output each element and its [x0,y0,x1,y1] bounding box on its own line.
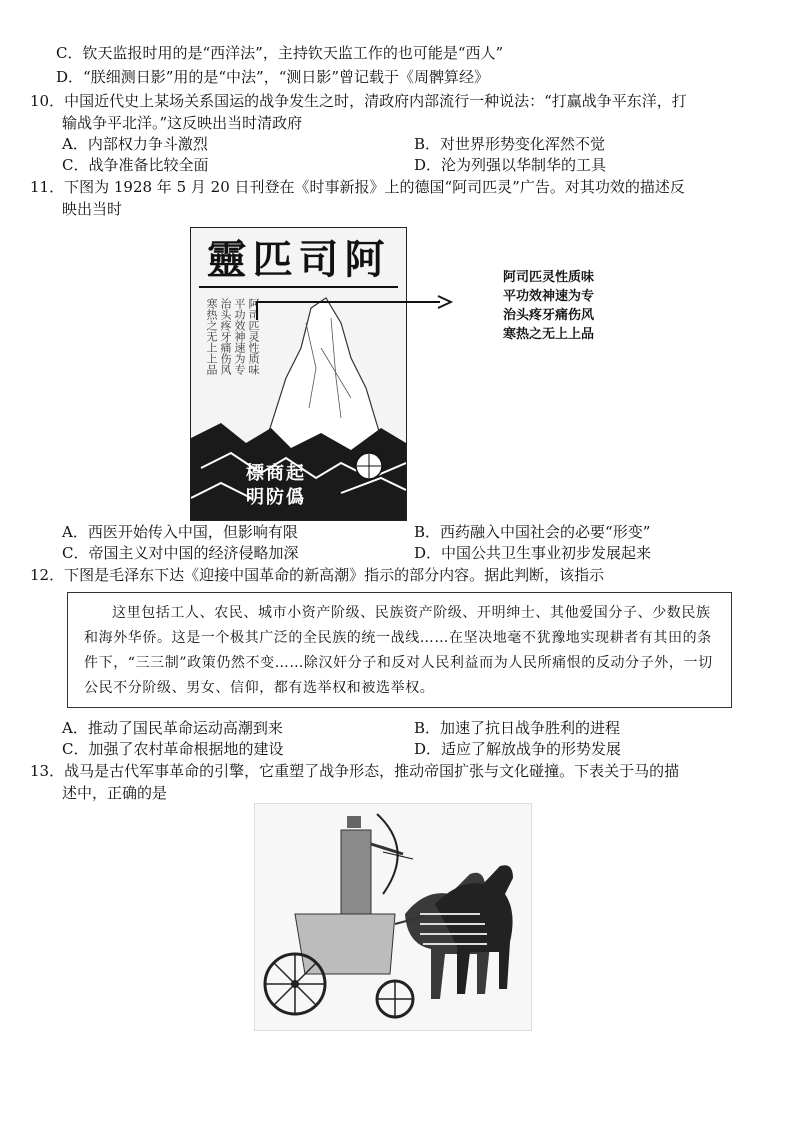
ad-vertical-col-4: 寒热之无上上品 [205,298,218,375]
q9-option-c: C．钦天监报时用的是“西洋法”，主持钦天监工作的也可能是“西人” [56,44,504,62]
chariot-illustration [254,803,532,1031]
q9-option-d: D．“朕细测日影”用的是“中法”，“测日影”曾记载于《周髀算经》 [56,68,490,86]
q12-stem [30,565,604,585]
q12-option-c: C．加强了农村革命根据地的建设 [62,740,284,758]
callout-line-4: 寒热之无上上品 [503,327,595,342]
q10-number: 10． [30,92,65,110]
q10-stem-line1 [30,91,687,111]
callout-line-1: 阿司匹灵性质味 [503,270,595,285]
q12-number: 12． [30,566,65,584]
q13-stem-line2: 述中，正确的是 [62,784,168,802]
callout-arrow [255,284,455,324]
q12-option-d: D．适应了解放战争的形势发展 [414,740,622,758]
q11-stem-line1 [30,177,685,197]
q10-option-c: C．战争准备比较全面 [62,156,209,174]
ad-trademark-line2: 明防僞 [246,487,306,508]
q12-quote-text: 这里包括工人、农民、城市小资产阶级、民族资产阶级、开明绅士、其他爱国分子、少数民族和海外华侨。这是一个极其广泛的全民族的统一战线……在坚决地毫不犹豫地实现耕者有其田的条件下，“三三制”政策仍然不变……除汉奸分子和反对人民利益而为人民所痛恨的反动分子外，一切公民不分阶级、男女、信仰，都有选举权和被选举权。 [84,605,713,696]
ad-vertical-col-1: 阿司匹灵性质味 [247,298,260,375]
q10-stem-text: 中国近代史上某场关系国运的战争发生之时，清政府内部流行一种说法：“打赢战争平东洋，打 [64,92,687,110]
chariot-drawing [255,804,531,1030]
q11-stem-line2: 映出当时 [62,200,123,218]
callout-line-2: 平功效神速为专 [503,289,595,304]
aspirin-advertisement [190,227,407,521]
ad-trademark-text [246,462,366,510]
q10-option-b: B．对世界形势变化浑然不觉 [414,135,606,153]
ad-callout-text [503,268,594,344]
q10-option-d: D．沦为列强以华制华的工具 [414,156,607,174]
q11-option-b: B．西药融入中国社会的必要“形变” [414,523,651,541]
q11-option-a: A．西医开始传入中国，但影响有限 [62,523,298,541]
q12-stem-text: 下图是毛泽东下达《迎接中国革命的新高潮》指示的部分内容。据此判断，该指示 [64,566,605,584]
q10-stem-line2: 输战争平北洋。”这反映出当时清政府 [62,114,303,132]
q12-option-a: A．推动了国民革命运动高潮到来 [62,719,283,737]
ad-trademark-line1: 標商起 [246,463,306,484]
ad-vertical-col-3: 治头疼牙痛伤风 [219,298,232,375]
q11-option-d: D．中国公共卫生事业初步发展起来 [414,544,652,562]
q13-stem-line1 [30,761,679,781]
q10-option-a: A．内部权力争斗激烈 [62,135,208,153]
ad-title: 靈匹司阿 [199,234,398,288]
q11-option-c: C．帝国主义对中国的经济侵略加深 [62,544,299,562]
ad-vertical-col-2: 平功效神速为专 [233,298,246,375]
q13-number: 13． [30,762,65,780]
q13-stem-text: 战马是古代军事革命的引擎，它重塑了战争形态，推动帝国扩张与文化碰撞。下表关于马的描 [64,762,680,780]
q11-stem-text: 下图为 1928 年 5 月 20 日刊登在《时事新报》上的德国“阿司匹灵”广告。对其功效的描述反 [64,178,685,196]
q11-number: 11． [30,178,65,196]
q12-quote-box [67,592,732,708]
q12-option-b: B．加速了抗日战争胜利的进程 [414,719,621,737]
callout-line-3: 治头疼牙痛伤风 [503,308,595,323]
